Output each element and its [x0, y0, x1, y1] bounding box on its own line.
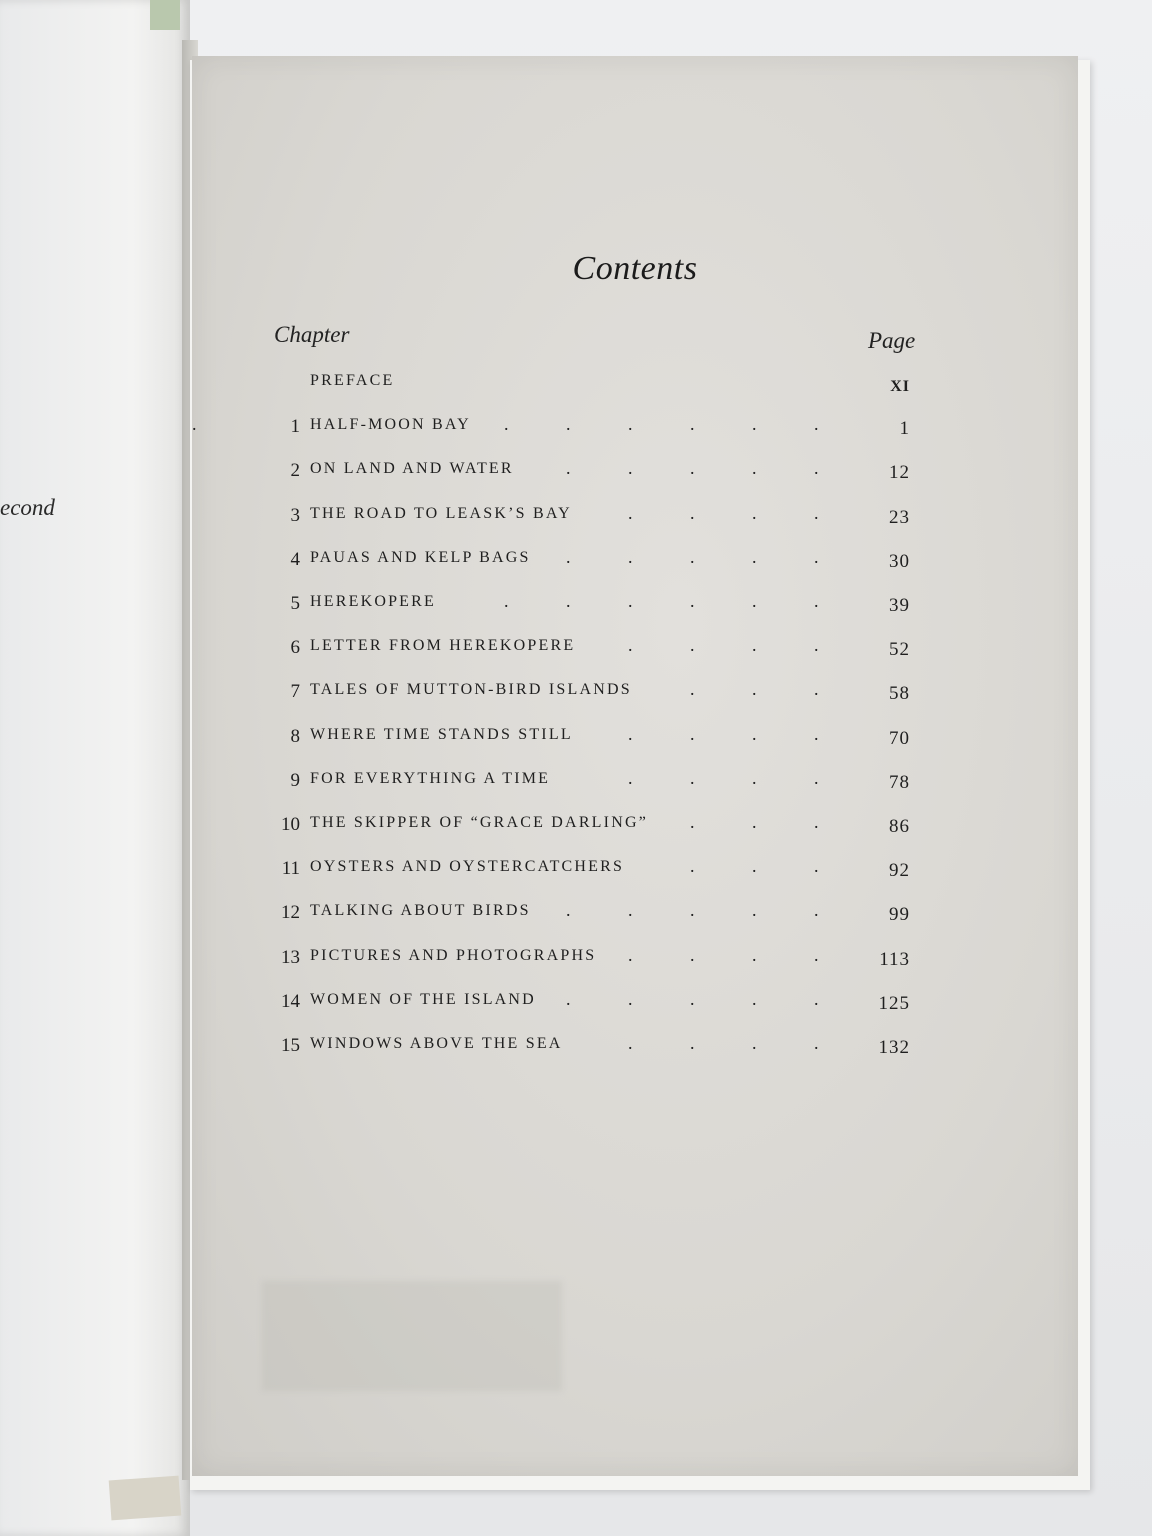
toc-entry: [192, 902, 1078, 932]
leader-dot: .: [690, 988, 695, 1009]
page-number: 92: [889, 860, 910, 882]
left-page-text-fragment: econd: [0, 495, 55, 520]
leader-dot: .: [752, 988, 757, 1009]
toc-entry: [192, 546, 1078, 579]
page-number: 58: [889, 683, 910, 705]
toc-entry: [192, 767, 1078, 800]
chapter-title: THE SKIPPER OF “GRACE DARLING”: [310, 814, 648, 831]
leader-dot: .: [566, 546, 571, 567]
page-number: 125: [878, 992, 910, 1014]
leader-dot: .: [690, 635, 695, 656]
chapter-title: WOMEN OF THE ISLAND: [310, 990, 536, 1008]
page-number: 52: [889, 639, 910, 661]
leader-dot: .: [814, 900, 819, 921]
toc-entry: [192, 1035, 1078, 1065]
page-column-header: Page: [868, 328, 916, 353]
toc-entry: [192, 460, 1078, 490]
leader-dot: .: [628, 944, 633, 965]
chapter-number: 9: [290, 769, 300, 791]
chapter-title: HEREKOPERE: [310, 593, 436, 610]
chapter-title: HALF-MOON BAY: [310, 416, 471, 434]
toc-entry: [192, 723, 1078, 756]
leader-dot: .: [566, 988, 571, 1009]
leader-dot: .: [814, 502, 819, 523]
leader-dot: .: [628, 635, 633, 656]
toc-entry: [192, 372, 1078, 402]
leader-dot: .: [628, 988, 633, 1009]
leader-dot: .: [690, 591, 695, 611]
leader-dot: .: [690, 856, 695, 877]
leader-dot: .: [690, 679, 695, 700]
leader-dot: .: [690, 546, 695, 567]
leader-dot: .: [690, 900, 695, 921]
chapter-number: 4: [290, 548, 300, 570]
page-number: 99: [889, 904, 910, 926]
toc-entry: [192, 637, 1078, 667]
leader-dot: .: [504, 414, 509, 435]
chapter-title: FOR EVERYTHING A TIME: [310, 769, 551, 787]
page-number: 70: [889, 727, 910, 749]
leader-dot: .: [814, 546, 819, 567]
chapter-title: PICTURES AND PHOTOGRAPHS: [310, 946, 597, 964]
leader-dot: .: [814, 458, 819, 479]
chapter-title: WHERE TIME STANDS STILL: [310, 725, 573, 743]
chapter-title: ON LAND AND WATER: [310, 460, 514, 478]
leader-dot: .: [752, 900, 757, 921]
leader-dot: .: [752, 679, 757, 700]
leader-dot: .: [814, 767, 819, 788]
chapter-number: 2: [290, 460, 300, 482]
leader-dot: .: [628, 1033, 633, 1053]
chapter-title: PAUAS AND KELP BAGS: [310, 548, 531, 566]
page-number: 12: [889, 462, 910, 484]
leader-dot: .: [752, 502, 757, 523]
page-number: 78: [889, 771, 910, 793]
toc-entry: [192, 858, 1078, 888]
leader-dot: .: [752, 414, 757, 435]
show-through-ghost: [262, 1281, 562, 1391]
leader-dot: .: [566, 414, 571, 435]
chapter-number: 13: [281, 946, 300, 968]
toc-entry: [192, 988, 1078, 1021]
leader-dot: .: [752, 591, 757, 611]
chapter-number: 5: [290, 593, 300, 614]
page-number: XI: [890, 378, 910, 395]
chapter-number: 3: [290, 504, 300, 526]
leader-dot: .: [192, 414, 197, 435]
leader-dot: .: [752, 856, 757, 877]
chapter-number: 6: [290, 637, 300, 659]
leader-dot: .: [752, 723, 757, 744]
leader-dot: .: [814, 1033, 819, 1053]
leader-dot: .: [752, 767, 757, 788]
leader-dot: .: [566, 591, 571, 611]
left-facing-page: [0, 0, 190, 1536]
chapter-number: 15: [281, 1035, 300, 1056]
leader-dot: .: [628, 767, 633, 788]
leader-dot: .: [752, 944, 757, 965]
leader-dot: .: [690, 723, 695, 744]
leader-dot: .: [628, 900, 633, 921]
leader-dot: .: [814, 856, 819, 877]
leader-dot: .: [814, 591, 819, 611]
bookmark-scrap: [109, 1476, 182, 1521]
leader-dot: .: [752, 1033, 757, 1053]
leader-dot: .: [690, 414, 695, 435]
toc-entry: [192, 416, 1078, 446]
leader-dot: .: [628, 414, 633, 435]
leader-dot: .: [814, 635, 819, 656]
page-number: 1: [899, 418, 910, 440]
leader-dot: .: [814, 679, 819, 700]
chapter-number: 12: [281, 902, 300, 924]
leader-dot: .: [814, 723, 819, 744]
leader-dot: .: [752, 635, 757, 656]
leader-dot: .: [628, 502, 633, 523]
chapter-title: TALKING ABOUT BIRDS: [310, 902, 531, 920]
chapter-title: TALES OF MUTTON-BIRD ISLANDS: [310, 681, 632, 699]
leader-dot: .: [628, 723, 633, 744]
page-number: 86: [889, 816, 910, 837]
leader-dot: .: [690, 944, 695, 965]
chapter-column-header: Chapter: [274, 322, 350, 347]
leader-dot: .: [690, 1033, 695, 1053]
chapter-number: 11: [281, 858, 300, 880]
chapter-number: 7: [290, 681, 300, 703]
page-number: 132: [878, 1037, 910, 1058]
toc-entry: [192, 814, 1078, 844]
page-title: Contents: [572, 250, 698, 287]
leader-dot: .: [690, 458, 695, 479]
leader-dot: .: [566, 900, 571, 921]
chapter-number: 8: [290, 725, 300, 747]
cover-edge: [150, 0, 180, 30]
leader-dot: .: [752, 546, 757, 567]
leader-dot: .: [814, 812, 819, 832]
page-number: 113: [879, 948, 910, 970]
chapter-title: LETTER FROM HEREKOPERE: [310, 637, 576, 655]
leader-dot: .: [628, 546, 633, 567]
leader-dot: .: [752, 812, 757, 832]
toc-entry: [192, 502, 1078, 535]
leader-dot: .: [628, 458, 633, 479]
leader-dot: .: [752, 458, 757, 479]
chapter-title: OYSTERS AND OYSTERCATCHERS: [310, 858, 625, 876]
chapter-title: PREFACE: [310, 372, 395, 389]
leader-dot: .: [566, 458, 571, 479]
page-number: 23: [889, 506, 910, 528]
leader-dot: .: [814, 988, 819, 1009]
leader-dot: .: [504, 591, 509, 611]
leader-dot: .: [690, 502, 695, 523]
leader-dot: .: [690, 767, 695, 788]
leader-dot: .: [628, 591, 633, 611]
leader-dot: .: [814, 944, 819, 965]
toc-entry: [192, 944, 1078, 977]
page-number: 30: [889, 550, 910, 572]
toc-entry: [192, 593, 1078, 623]
chapter-title: WINDOWS ABOVE THE SEA: [310, 1035, 563, 1052]
toc-entry: [192, 681, 1078, 711]
table-of-contents: [192, 56, 1078, 1476]
page-number: 39: [889, 595, 910, 616]
chapter-title: THE ROAD TO LEASK’S BAY: [310, 504, 572, 522]
leader-dot: .: [814, 414, 819, 435]
chapter-number: 10: [281, 814, 300, 835]
chapter-number: 14: [281, 990, 300, 1012]
chapter-number: 1: [290, 416, 300, 438]
contents-page: [192, 56, 1078, 1476]
leader-dot: .: [690, 812, 695, 832]
